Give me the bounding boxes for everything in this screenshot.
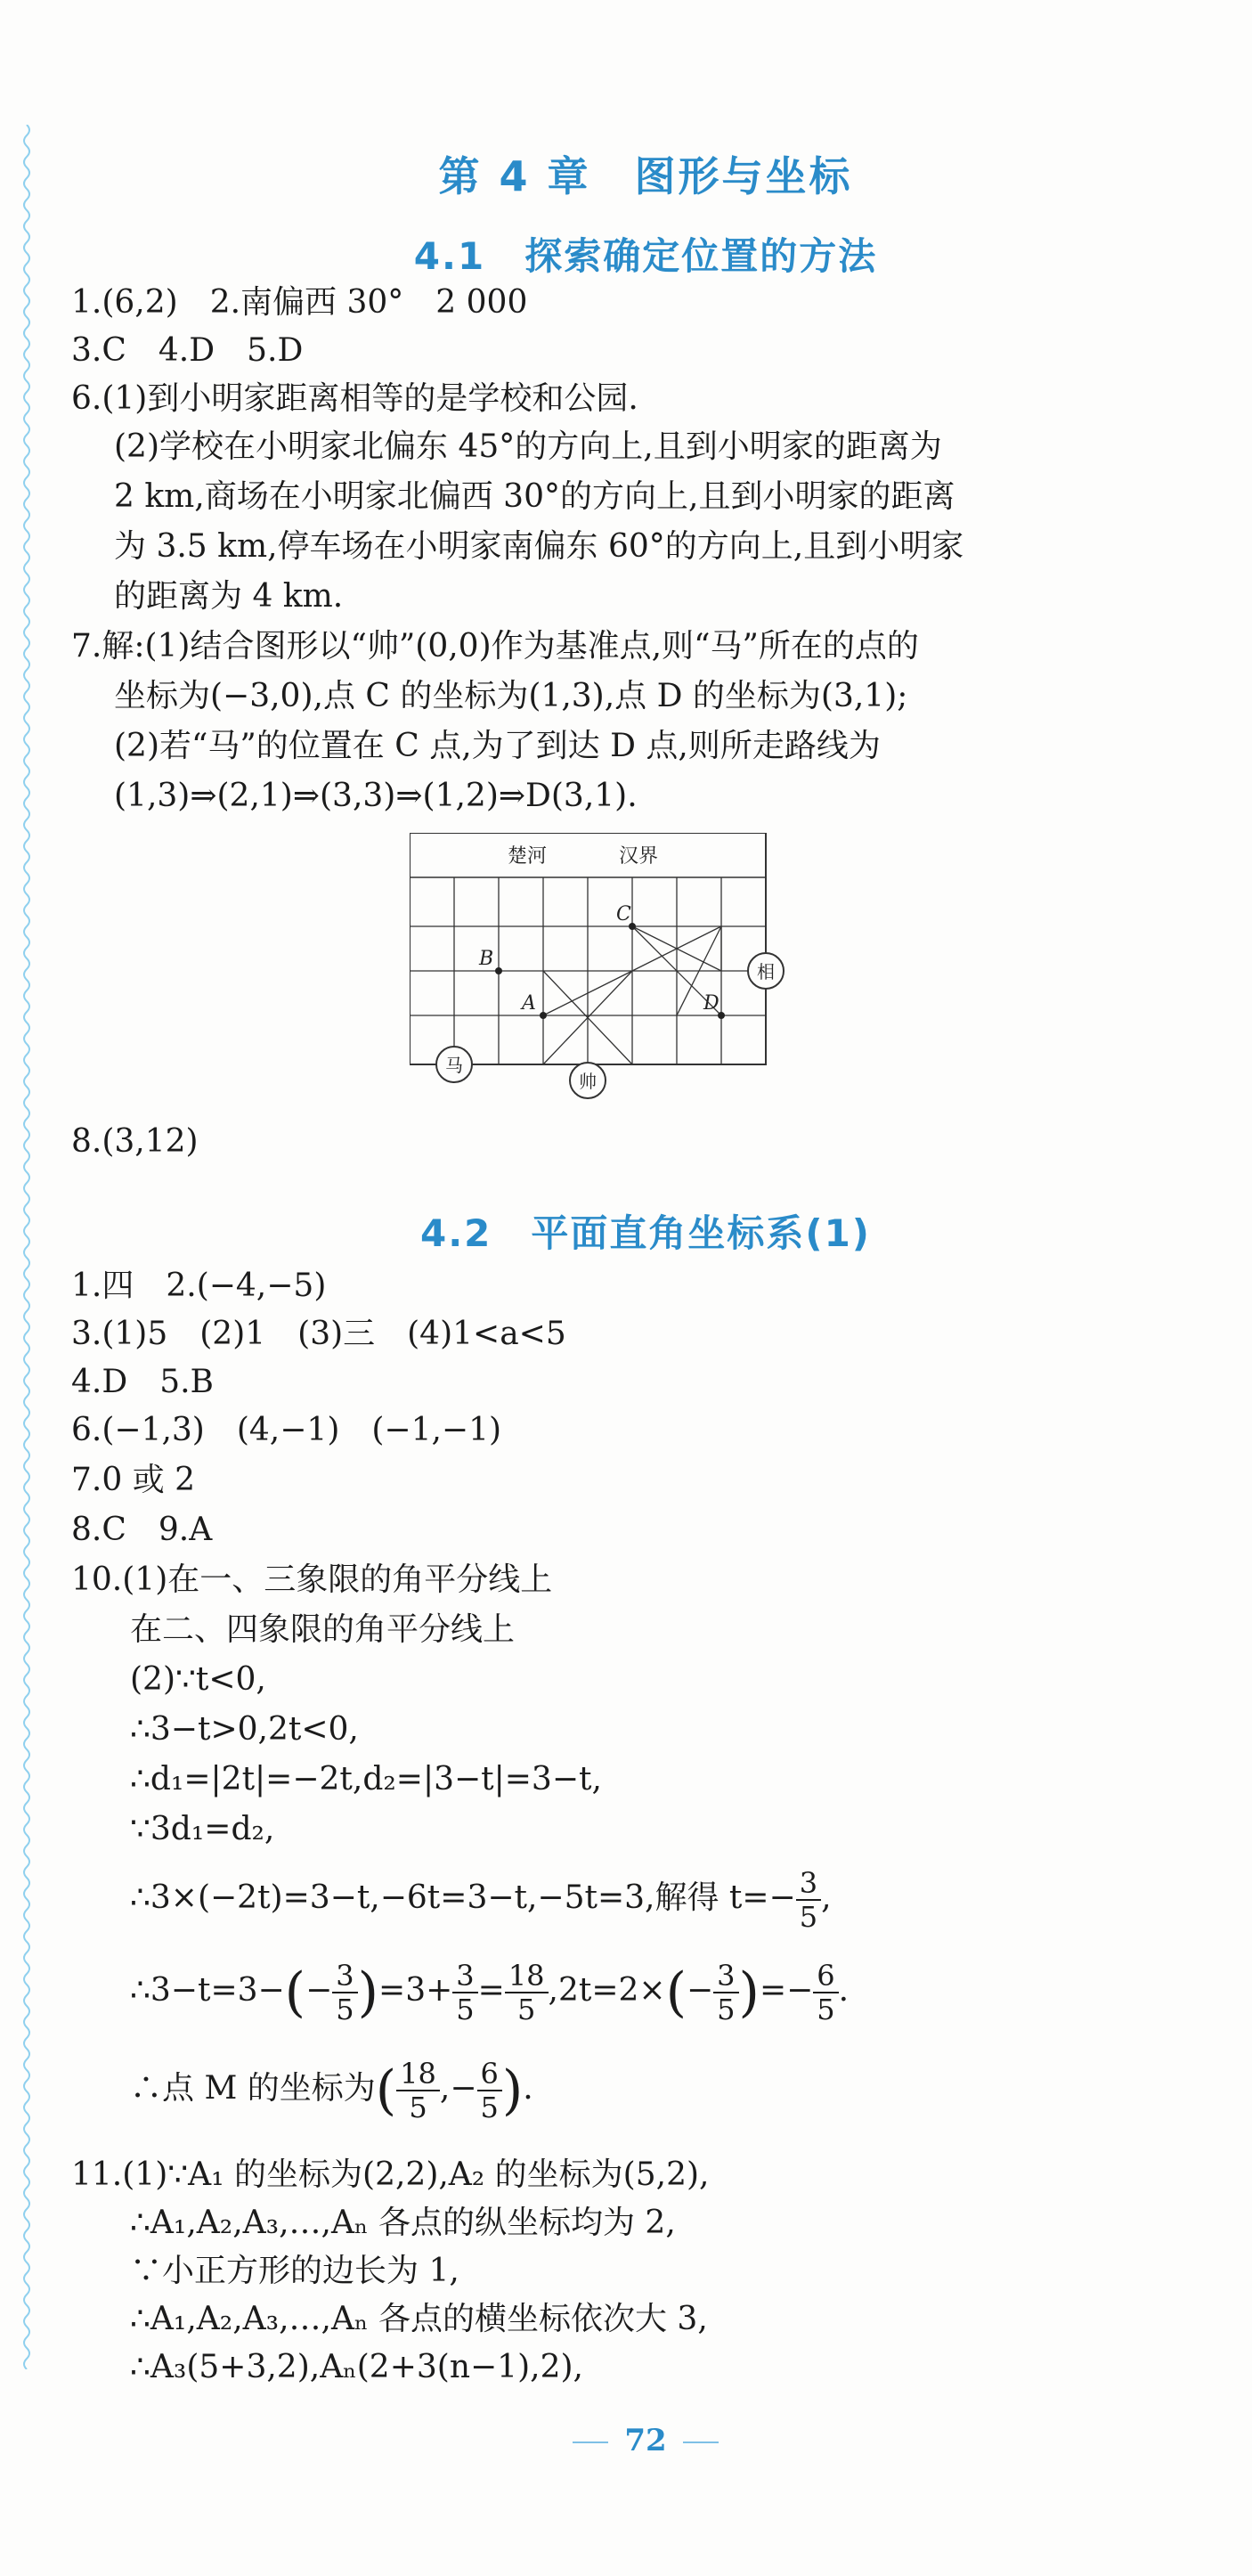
fraction-denominator: 5 (516, 1993, 536, 2026)
fraction-numerator: 3 (452, 1960, 477, 1993)
answer-line: 的距离为 4 km. (114, 578, 344, 615)
fraction (396, 2058, 440, 2124)
equation-text: =3+ (378, 1972, 453, 2009)
answer-line: 4.D 5.B (71, 1364, 215, 1400)
equation-text: ,− (439, 2070, 477, 2107)
fraction-denominator: 5 (799, 1900, 818, 1934)
paren: ) (738, 1961, 760, 2024)
answer-line: ∴3−t>0,2t<0, (130, 1711, 359, 1748)
river-right-label: 汉界 (619, 845, 659, 868)
fraction-denominator: 5 (717, 1993, 736, 2026)
chess-board-diagram (410, 833, 873, 1100)
fraction-numerator: 3 (713, 1960, 738, 1993)
answer-line: ∴A₁,A₂,A₃,…,Aₙ 各点的横坐标依次大 3, (130, 2301, 708, 2337)
answer-line: ∴d₁=|2t|=−2t,d₂=|3−t|=3−t, (130, 1761, 602, 1797)
fraction (505, 1960, 549, 2026)
point-c-label: C (616, 903, 631, 925)
answer-line: (2)∵t<0, (130, 1661, 266, 1698)
paren: ( (284, 1961, 306, 2024)
answer-line: (2)学校在小明家北偏东 45°的方向上,且到小明家的距离为 (114, 428, 942, 465)
fraction-numerator: 6 (477, 2058, 502, 2091)
answer-line: 在二、四象限的角平分线上 (130, 1611, 516, 1648)
equation-text: =− (759, 1972, 814, 2009)
answer-line: 6.(−1,3) (4,−1) (−1,−1) (71, 1412, 502, 1448)
fraction-numerator: 6 (813, 1960, 838, 1993)
fraction-numerator: 18 (396, 2058, 440, 2091)
fraction-denominator: 5 (817, 1993, 835, 2026)
page-number-area (71, 2423, 1220, 2458)
fraction (796, 1867, 821, 1933)
equation-line (130, 1867, 832, 1933)
equation-text: ∴3−t=3− (130, 1972, 285, 2009)
equation-text: . (838, 1972, 850, 2009)
answer-line: 3.C 4.D 5.D (71, 332, 304, 369)
equation-line (130, 2058, 533, 2124)
paren: ( (375, 2059, 397, 2122)
point-b-label: B (479, 948, 494, 970)
equation-text: ,2t=2× (548, 1972, 666, 2009)
fraction (332, 1960, 357, 2026)
answer-line: 8.C 9.A (71, 1512, 213, 1548)
fraction (452, 1960, 477, 2026)
fraction-numerator: 3 (796, 1867, 821, 1901)
fraction-denominator: 5 (336, 1993, 354, 2026)
fraction-denominator: 5 (409, 2091, 427, 2124)
equation-text: . (523, 2070, 533, 2107)
answer-line: ∴A₃(5+3,2),Aₙ(2+3(n−1),2), (130, 2349, 583, 2385)
river-left-label: 楚河 (508, 845, 548, 868)
point-a-label: A (522, 992, 536, 1015)
fraction-numerator: 18 (505, 1960, 549, 1993)
chapter-title: 第 4 章 图形与坐标 (438, 152, 853, 200)
answer-line: 10.(1)在一、三象限的角平分线上 (71, 1561, 553, 1598)
decorative-wavy-border (20, 125, 34, 2369)
answer-line: 7.0 或 2 (71, 1462, 196, 1498)
paren: ( (665, 1961, 687, 2024)
answer-line: 11.(1)∵A₁ 的坐标为(2,2),A₂ 的坐标为(5,2), (71, 2156, 710, 2193)
answer-line: 7.解:(1)结合图形以“帅”(0,0)作为基准点,则“马”所在的点的 (71, 628, 919, 664)
section-title-4-1: 4.1 探索确定位置的方法 (413, 234, 878, 278)
fraction (713, 1960, 738, 2026)
piece-ma: 马 (445, 1055, 463, 1076)
answer-line: 1.(6,2) 2.南偏西 30° 2 000 (71, 284, 528, 321)
equation-text: ∴3×(−2t)=3−t,−6t=3−t,−5t=3,解得 t=− (130, 1879, 796, 1916)
answer-line: ∵小正方形的边长为 1, (130, 2253, 459, 2289)
answer-line: ∵3d₁=d₂, (130, 1811, 275, 1847)
answer-line: ∴A₁,A₂,A₃,…,Aₙ 各点的纵坐标均为 2, (130, 2205, 676, 2241)
answer-line: 8.(3,12) (71, 1123, 199, 1160)
fraction-denominator: 5 (480, 2091, 499, 2124)
equation-line: ∴3−t=3−(− $\frac{3}{5}$ )=3+ $\frac{3}{5}$ = $\frac{18}{5}$ ,2t=2×(− $\frac{3}{5}$ )=− $\frac{6}{5}$ . (130, 1959, 850, 2026)
point-d-label: D (703, 992, 719, 1015)
fraction-denominator: 5 (456, 1993, 475, 2026)
answer-line: 6.(1)到小明家距离相等的是学校和公园. (71, 380, 638, 417)
answer-line: (1,3)⇒(2,1)⇒(3,3)⇒(1,2)⇒D(3,1). (114, 778, 638, 814)
fraction-numerator: 3 (332, 1960, 357, 1993)
answer-line: 1.四 2.(−4,−5) (71, 1268, 327, 1304)
answer-line: 3.(1)5 (2)1 (3)三 (4)1<a<5 (71, 1316, 566, 1352)
section-title-4-2: 4.2 平面直角坐标系(1) (419, 1211, 872, 1255)
fraction (813, 1960, 838, 2026)
equation-text: , (821, 1879, 832, 1916)
paren: ) (501, 2059, 524, 2122)
equation-text: ∴点 M 的坐标为 (130, 2070, 376, 2107)
page-number: 72 (624, 2423, 667, 2458)
answer-line: 2 km,商场在小明家北偏西 30°的方向上,且到小明家的距离 (114, 478, 955, 515)
page-number-rule (573, 2441, 608, 2443)
answer-line: 为 3.5 km,停车场在小明家南偏东 60°的方向上,且到小明家 (114, 528, 964, 565)
paren: ) (357, 1961, 379, 2024)
piece-shuai: 帅 (579, 1071, 597, 1092)
fraction (477, 2058, 502, 2124)
equation-text: = (477, 1972, 505, 2009)
answer-line: (2)若“马”的位置在 C 点,为了到达 D 点,则所走路线为 (114, 728, 881, 764)
piece-xiang: 相 (757, 961, 775, 982)
page-number-rule (683, 2441, 719, 2443)
answer-line: 坐标为(−3,0),点 C 的坐标为(1,3),点 D 的坐标为(3,1); (114, 678, 908, 714)
